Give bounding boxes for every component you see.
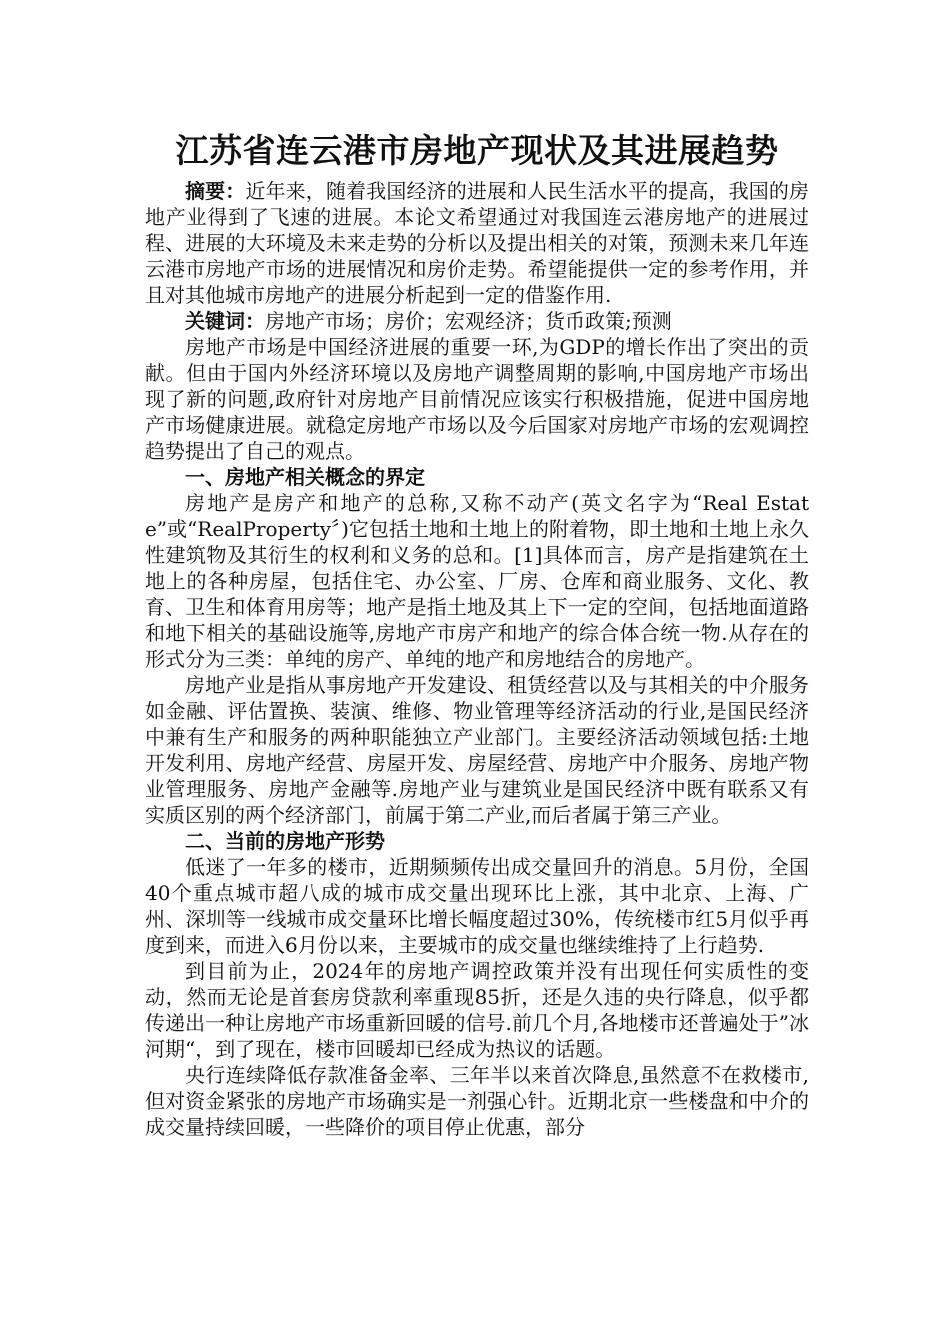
section-2-paragraph: 低迷了一年多的楼市，近期频频传出成交量回升的消息。5月份，全国40个重点城市超八成的城市成交量出现环比上涨，其中北京、上海、广州、深圳等一线城市成交量环比增长幅度超过30%，传统楼市红5月似乎再度到来，而进入6月份以来，主要城市的成交量也继续维持了上行趋势. <box>145 855 809 957</box>
intro-paragraph: 房地产市场是中国经济进展的重要一环,为GDP的增长作出了突出的贡献。但由于国内外经济环境以及房地产调整周期的影响,中国房地产市场出现了新的问题,政府针对房地产目前情况应该实行积极措施，促进中国房地产市场健康进展。就稳定房地产市场以及今后国家对房地产市场的宏观调控趋势提出了自己的观点。 <box>145 335 809 463</box>
section-2-heading: 二、当前的房地产形势 <box>185 829 385 853</box>
keywords-paragraph <box>145 308 809 334</box>
section-1-paragraph: 房地产业是指从事房地产开发建设、租赁经营以及与其相关的中介服务如金融、评估置换、装演、维修、物业管理等经济活动的行业,是国民经济中兼有生产和服务的两种职能独立产业部门。主要经济活动领域包括:土地开发利用、房地产经营、房屋开发、房屋经营、房地产中介服务、房地产物业管理服务、房地产金融等.房地产业与建筑业是国民经济中既有联系又有实质区别的两个经济部门，前属于第二产业,而后者属于第三产业。 <box>145 673 809 827</box>
section-1-heading: 一、房地产相关概念的界定 <box>185 465 425 489</box>
document-title: 江苏省连云港市房地产现状及其进展趋势 <box>175 131 779 170</box>
section-2-paragraph: 央行连续降低存款准备金率、三年半以来首次降息,虽然意不在救楼市,但对资金紧张的房地产市场确实是一剂强心针。近期北京一些楼盘和中介的成交量持续回暖，一些降价的项目停止优惠，部分 <box>145 1063 809 1139</box>
abstract-paragraph <box>145 178 809 308</box>
keywords-label: 关键词： <box>185 309 265 333</box>
document-page <box>145 128 809 1140</box>
section-2-paragraph: 到目前为止，2024年的房地产调控政策并没有出现任何实质性的变动，然而无论是首套房贷款利率重现85折，还是久违的央行降息，似乎都传递出一种让房地产市场重新回暖的信号.前几个月,各地楼市还普遍处于”冰河期“，到了现在，楼市回暖却已经成为热议的话题。 <box>145 959 809 1061</box>
section-1-paragraph: 房地产是房产和地产的总称,又称不动产(英文名字为“Real Estate”或“RealProperty〞)它包括土地和土地上的附着物，即土地和土地上永久性建筑物及其衍生的权利和义务的总和。[1]具体而言，房产是指建筑在土地上的各种房屋，包括住宅、办公室、厂房、仓库和商业服务、文化、教育、卫生和体育用房等；地产是指土地及其上下一定的空间，包括地面道路和地下相关的基础设施等,房地产市房产和地产的综合体合统一物.从存在的形式分为三类：单纯的房产、单纯的地产和房地结合的房地产。 <box>145 491 809 671</box>
abstract-text: 近年来，随着我国经济的进展和人民生活水平的提高，我国的房地产业得到了飞速的进展。本论文希望通过对我国连云港房地产的进展过程、进展的大环境及未来走势的分析以及提出相关的对策，预测未来几年连云港市房地产市场的进展情况和房价走势。希望能提供一定的参考作用，并且对其他城市房地产的进展分析起到一定的借鉴作用. <box>145 179 810 307</box>
keywords-text: 房地产市场；房价；宏观经济；货币政策;预测 <box>265 309 672 333</box>
abstract-label: 摘要： <box>185 179 246 203</box>
